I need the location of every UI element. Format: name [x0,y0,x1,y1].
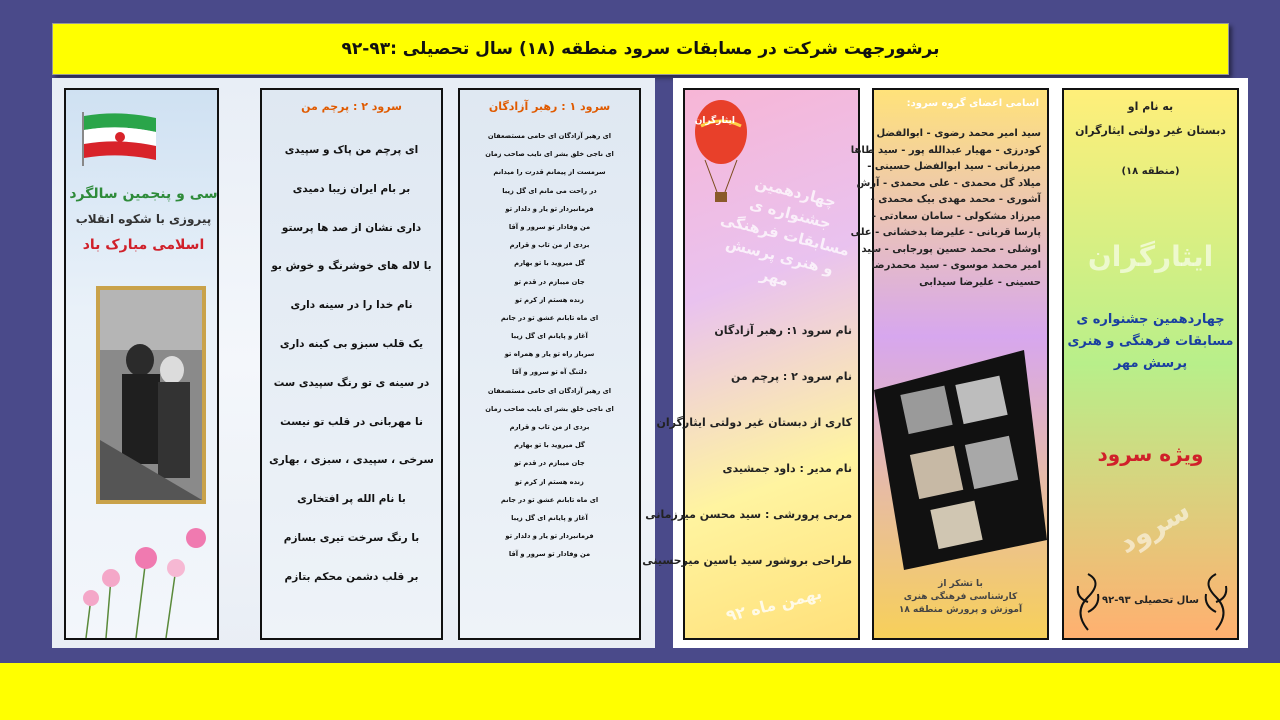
front-year: سال تحصیلی ۹۳-۹۲ [1102,595,1199,606]
thanks-line: کارشناسی فرهنگی هنری [903,592,1018,602]
front-bismillah: به نام او [1127,100,1174,113]
lyric-line: من وفادار تو سرور و آقا [508,222,591,231]
historic-photo [96,286,206,504]
lyric-line: ای ناجی خلق بشر ای نایب صاحب زمان [485,150,614,159]
info-line: نام سرود ۱: رهبر آزادگان [714,324,852,337]
thanks-block [874,578,1047,617]
page-title: برشورجهت شرکت در مسابقات سرود منطقه (۱۸) سال تحصیلی :۹۳-۹۲ [341,39,940,59]
lyric-line: جان میبازم در قدم تو [514,277,585,286]
member-line: سید امیر محمد رضوی - ابوالفضل [876,128,1041,139]
member-line: امیر محمد موسوی - سید محمدرضا [871,260,1041,271]
front-watermark: ایثارگران [1087,240,1214,273]
member-line: حسینی - علیرضا سیدابی [919,276,1041,288]
front-school-name: دبستان غیر دولتی ایثارگران [1075,124,1226,137]
lyric-line: بردی از من تاب و قرارم [509,241,590,250]
lyric-line: ای پرچم من پاک و سپیدی [284,144,419,156]
lyric-line: سرمست از پیمانم قدرت را میدانم [493,168,606,177]
lyric-line: ای رهبر آزادگان ای حامی مستضعفان [487,132,612,140]
title-banner [52,23,1229,75]
lyric-line: در سینه ی تو رنگ سپیدی ست [273,376,430,389]
thanks-line: با تشکر از [938,579,983,589]
inner-watermark: چهاردهمین جشنواره ی مسابقات فرهنگی و هنری پرسش مهر [718,173,852,290]
song1-lyrics [460,127,639,564]
front-festival-line2: مسابقات فرهنگی و هنری [1067,334,1234,349]
info-line: مربی پرورشی : سید محسن میرزمانی [645,508,852,521]
song2-title: سرود ۲ : پرچم من [301,100,402,113]
lyric-line: با لاله های خوشرنگ و خوش بو [271,260,432,273]
front-festival-line1: چهاردهمین جشنواره ی [1076,312,1225,327]
lyric-line: فرمانبردار تو یار و دلدار تو [505,532,594,541]
members-heading: اسامی اعضای گروه سرود: [906,98,1039,109]
lyric-line: در راحت می مانم ای گل زیبا [502,186,597,195]
lyric-line: ای ماه تابانم عشق تو در جانم [500,313,599,322]
lyric-line: بردی از من تاب و قرارم [509,423,590,431]
lyric-line: سرخی ، سپیدی ، سبزی ، بهاری [269,454,434,467]
member-line: اوشلی - محمد حسین پورجابی - سید [861,243,1041,255]
inner-panel [642,88,860,640]
ornament-icon [1196,572,1236,632]
lyric-line: ای ماه تابانم عشق تو در جانم [500,495,599,504]
member-line: آشوری - محمد مهدی بیک محمدی - [870,194,1041,205]
lyric-line: جان میبازم در قدم تو [514,459,585,468]
lyric-line: آغاز و پایانم ای گل زیبا [511,513,588,522]
lyric-line: من وفادار تو سرور و آقا [508,550,591,559]
song1-title: سرود ۱ : رهبر آزادگان [488,100,611,113]
member-line: پارسا قربانی - علیرضا بدخشانی - علی [850,227,1041,238]
lyric-line: ای رهبر آزادگان ای حامی مستضعفان [487,386,612,395]
info-line: نام مدیر : داود جمشیدی [722,462,852,475]
front-festival-line3: پرسش مهر [1113,356,1188,371]
lyric-line: سرباز راه تو یار و همراه تو [504,350,595,359]
lyric-line: بر بام ایران زیبا دمیدی [292,182,411,195]
cover-panel [64,88,219,640]
iran-flag-image [80,112,160,166]
bottom-band [0,663,1280,720]
cover-anniversary: سی و پنجمین سالگرد [69,186,218,202]
lyric-line: ای ناجی خلق بشر ای نایب صاحب زمان [485,404,614,413]
front-panel [1062,88,1239,640]
lyric-line: نا مهربانی در قلب تو نیست [280,415,423,428]
flowers-image [66,498,221,638]
member-line: میلاد گل محمدی - علی محمدی - آرش [856,177,1041,189]
cover-congrats: اسلامی مبارک باد [82,237,205,253]
lyric-line: بر قلب دشمن محکم بتازم [284,570,419,583]
members-panel [850,88,1049,640]
ornament-icon [1068,572,1108,632]
lyric-line: فرمانبردار تو یار و دلدار تو [505,204,594,213]
lyric-line: گل میروید با تو بهارم [514,441,585,450]
info-line: کاری از دبستان غیر دولتی ایثارگران [656,416,852,429]
front-watermark-song: سرود [1112,493,1196,560]
lyric-line: آغاز و پایانم ای گل زیبا [511,332,588,341]
lyric-line: یک قلب سبزو بی کینه داری [279,337,424,350]
song2-lyrics [262,131,441,597]
film-strip-image [874,340,1047,570]
front-district: (منطقه ۱۸) [1121,166,1180,177]
balloon-label: ایثارگران [694,116,735,126]
thanks-line: آموزش و پرورش منطقه ۱۸ [898,605,1023,615]
brochure-info [642,78,1248,648]
inner-date: بهمن ماه ۹۲ [724,583,824,626]
members-list [850,126,1047,291]
lyric-line: داری نشان از صد ها پرستو [281,221,422,234]
info-line: طراحی بروشور سید یاسین میرحسینی [642,554,852,567]
cover-victory: پیروزی با شکوه انقلاب [75,212,212,226]
lyric-line: زنده هستم از کرم تو [515,477,584,486]
inner-info-list [642,308,858,584]
brochure-songs [52,78,655,648]
member-line: کودرزی - مهیار عبدالله پور - سید طاها [850,144,1041,156]
lyric-line: نام خدا را در سینه داری [290,299,413,312]
lyric-line: با نام الله پر افتخاری [297,493,406,506]
lyric-line: با رنگ سرخت تیری بسازم [283,531,420,544]
member-line: میرزمانی - سید ابوالفضل حسینی - [867,161,1041,172]
lyric-line: دلتنگ آه تو سرور و آقا [512,368,587,377]
song1-panel [458,88,641,640]
song2-panel [260,88,443,640]
lyric-line: زنده هستم از کرم تو [515,295,584,304]
front-special-label: ویژه سرود [1097,442,1204,466]
info-line: نام سرود ۲ : پرچم من [731,370,852,383]
lyric-line: گل میروید با تو بهارم [514,259,585,268]
member-line: میرزاد مشکولی - سامان سعادتی - [871,210,1041,222]
